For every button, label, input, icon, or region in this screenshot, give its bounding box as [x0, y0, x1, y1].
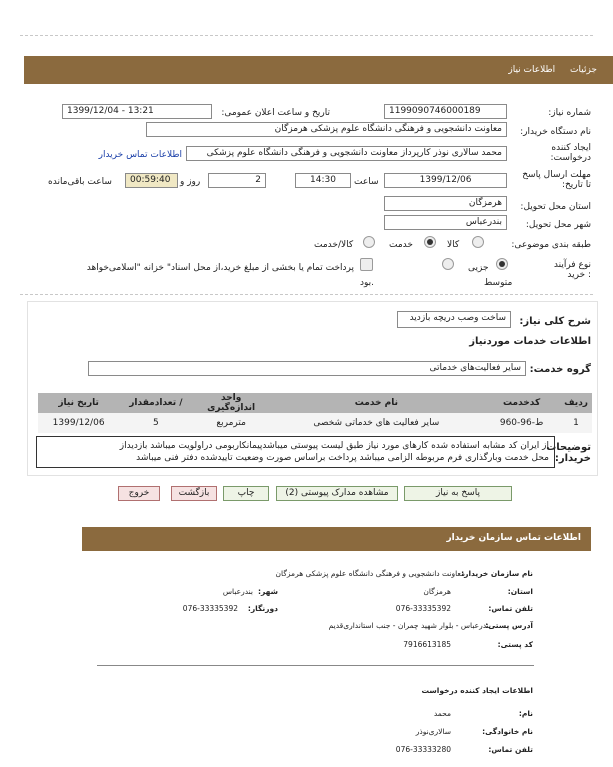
first-name-value: محمد — [433, 709, 451, 718]
remaining-time-field: 00:59:40 — [125, 173, 178, 188]
contact-province-label: استان: — [507, 587, 533, 596]
services-heading: اطلاعات خدمات مورد‌نیاز — [469, 336, 591, 347]
table-row — [38, 413, 592, 433]
service-group-label: گروه خدمت: — [529, 364, 591, 375]
proc-medium-radio[interactable] — [442, 258, 454, 270]
cat-goods-service-label: کالا/خدمت — [314, 240, 354, 250]
table-header-row — [38, 393, 592, 413]
col-date: تاریخ نیاز — [38, 393, 119, 413]
postal-code-label: کد پستی: — [497, 640, 533, 649]
notes-line-2: محل خدمت وبارگذاری فرم مربوطه الزامی میباشد پرداخت براساس صورت وضعیت تاییدشده دفتر فنی میباشد — [136, 453, 549, 463]
contact-city-label: شهر: — [258, 587, 278, 596]
cat-goods-label: کالا — [447, 240, 460, 250]
contact-fax-label: دورنگار: — [247, 604, 278, 613]
notes-label: توضیحات خریدار: — [546, 442, 591, 464]
address-label: آدرس پستی: — [485, 621, 533, 630]
services-table — [38, 393, 592, 433]
process-label: نوع فرآیند : خرید — [553, 260, 591, 280]
cell-code: ط-96-960 — [483, 413, 560, 433]
announce-field: 1399/12/04 - 13:21 — [62, 104, 212, 119]
cell-qty: 5 — [119, 413, 192, 433]
creator-phone-value: 076-33333280 — [395, 745, 451, 754]
mid-divider — [20, 294, 593, 295]
print-button[interactable]: چاپ — [223, 486, 269, 501]
tab-details[interactable]: جزئیات — [570, 65, 597, 75]
contact-divider — [97, 665, 534, 666]
need-title-label: شرح کلی نیاز: — [519, 316, 591, 327]
last-name-value: سالاری‌نوذر — [415, 727, 451, 736]
buyer-org-field: معاونت دانشجویی و فرهنگی دانشگاه علوم پزشکی هرمزگان — [146, 122, 507, 137]
service-group-field: سایر فعالیت‌های خدماتی — [88, 361, 526, 376]
province-field: هرمزگان — [384, 196, 507, 211]
contact-phone-value: 076-33335392 — [395, 604, 451, 613]
view-attachments-button[interactable]: مشاهده مدارک پیوستی (2) — [276, 486, 398, 501]
notes-line-1: از ایران کد مشابه استفاده شده کارهای مورد نیاز طبق لیست پیوستی میباشدپیمانکاربومی دراولویت میباشد بازدیداز — [119, 441, 549, 451]
city-label: شهر محل تحویل: — [525, 220, 591, 230]
buyer-org-label: نام دستگاه خریدار: — [520, 127, 591, 137]
cat-service-label: خدمت — [389, 240, 413, 250]
cat-service-radio[interactable] — [424, 236, 436, 248]
day-label: روز و — [180, 177, 201, 187]
deadline-date-field: 1399/12/06 — [384, 173, 507, 188]
col-row: ردیف — [560, 393, 592, 413]
postal-code-value: 7916613185 — [403, 640, 451, 649]
city-field: بندرعباس — [384, 215, 507, 230]
cell-date: 1399/12/06 — [38, 413, 119, 433]
proc-partial-label: جزیی — [468, 263, 489, 273]
proc-medium-label: متوسط — [484, 278, 513, 288]
back-button[interactable]: بازگشت — [171, 486, 217, 501]
buyer-contact-link[interactable]: اطلاعات تماس خریدار — [98, 150, 182, 160]
notes-box — [36, 436, 555, 468]
contact-header: اطلاعات تماس سازمان خریدار — [82, 527, 591, 551]
cell-row: 1 — [560, 413, 592, 433]
payment-checkbox[interactable] — [360, 258, 373, 271]
creator-info-heading: اطلاعات ایجاد کننده درخواست — [421, 686, 533, 695]
page-header — [24, 56, 613, 84]
exit-button[interactable]: خروج — [118, 486, 160, 501]
payment-note-2: بود. — [360, 278, 375, 288]
col-code: کدخدمت — [483, 393, 560, 413]
reply-button[interactable]: پاسخ به نیاز — [404, 486, 512, 501]
cell-unit: مترمربع — [193, 413, 270, 433]
tab-need-info[interactable]: اطلاعات نیاز — [508, 65, 556, 75]
org-name-label: نام سازمان خریدار: — [461, 569, 533, 578]
remaining-label: ساعت باقی‌مانده — [48, 177, 112, 187]
time-label: ساعت — [354, 177, 379, 187]
cell-name: سایر فعالیت های خدماتی شخصی — [270, 413, 483, 433]
col-name: نام خدمت — [270, 393, 483, 413]
cat-goods-radio[interactable] — [472, 236, 484, 248]
payment-note: پرداخت تمام یا بخشی از مبلغ خرید،از محل اسناد" خزانه "اسلامی‌خواهد — [86, 263, 354, 273]
need-title-field: ساخت وصب دریچه بازدید — [397, 311, 511, 328]
province-label: استان محل تحویل: — [520, 202, 591, 212]
contact-fax-value: 076-33335392 — [182, 604, 238, 613]
deadline-label: مهلت ارسال پاسخ تا تاریخ: — [522, 170, 591, 190]
creator-field: محمد سالاری نوذر کارپرداز معاونت دانشجویی و فرهنگی دانشگاه علوم پزشکی — [186, 146, 507, 161]
first-name-label: نام: — [518, 709, 533, 718]
top-divider — [20, 35, 593, 36]
contact-phone-label: تلفن تماس: — [488, 604, 533, 613]
contact-province-value: هرمزگان — [423, 587, 451, 596]
address-value: بندرعباس - بلوار شهید چمران - جنب استانداری‌قدیم — [328, 621, 491, 630]
proc-partial-radio[interactable] — [496, 258, 508, 270]
creator-label: ایجاد کننده درخواست: — [550, 143, 591, 163]
contact-city-value: بندرعباس — [222, 587, 253, 596]
deadline-time-field: 14:30 — [295, 173, 351, 188]
last-name-label: نام خانوادگی: — [482, 727, 533, 736]
col-qty: / تعدادمقدار — [119, 393, 192, 413]
col-unit: واحد اندازه‌گیری — [193, 393, 270, 413]
org-name-value: معاونت دانشجویی و فرهنگی دانشگاه علوم پزشکی هرمزگان — [275, 569, 465, 578]
need-number-field: 1199090746000189 — [384, 104, 507, 119]
days-field: 2 — [208, 173, 266, 188]
cat-goods-service-radio[interactable] — [363, 236, 375, 248]
category-label: طبقه بندی موضوعی: — [511, 240, 591, 250]
creator-phone-label: تلفن تماس: — [488, 745, 533, 754]
need-number-label: شماره نیاز: — [548, 108, 591, 118]
announce-label: تاریخ و ساعت اعلان عمومی: — [221, 108, 330, 118]
